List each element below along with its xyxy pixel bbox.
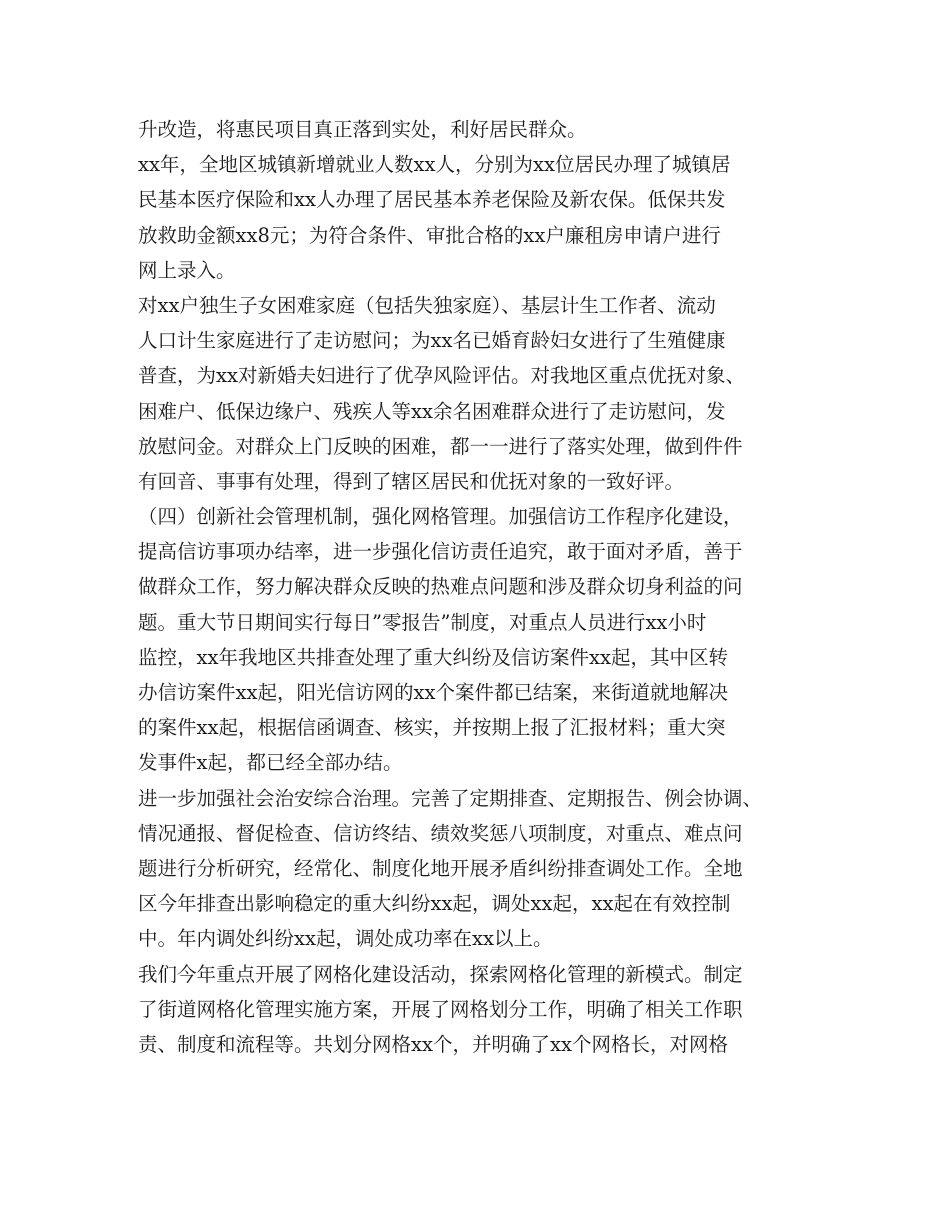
text-line: 放慰问金。对群众上门反映的困难，都一一进行了落实处理，做到件件 [138,434,743,458]
text-line: 了街道网格化管理实施方案，开展了网格划分工作，明确了相关工作职 [138,997,743,1021]
text-line: 民基本医疗保险和xx人办理了居民基本养老保险及新农保。低保共发 [138,188,726,212]
text-line: 监控，xx年我地区共排查处理了重大纠纷及信访案件xx起，其中区转 [138,645,728,669]
text-line: 对xx户独生子女困难家庭（包括失独家庭）、基层计生工作者、流动 [138,293,716,317]
text-line: 办信访案件xx起，阳光信访网的xx个案件都已结案，来街道就地解决 [138,681,728,704]
text-line: 我们今年重点开展了网格化建设活动，探索网格化管理的新模式。制定 [138,962,743,986]
text-line: 放救助金额xx8元；为符合条件、审批合格的xx户廉租房申请户进行 [138,223,721,247]
text-line: 提高信访事项办结率，进一步强化信访责任追究，敢于面对矛盾，善于 [138,540,743,564]
text-line: 中。年内调处纠纷xx起，调处成功率在xx以上。 [138,927,553,951]
text-line: 升改造，将惠民项目真正落到实处，利好居民群众。 [138,118,587,141]
text-line: 有回音、事事有处理，得到了辖区居民和优抚对象的一致好评。 [138,469,685,493]
text-line: 网上录入。 [138,258,236,282]
text-line: 发事件x起，都已经全部办结。 [138,751,403,775]
text-line: 情况通报、督促检查、信访终结、绩效奖惩八项制度，对重点、难点问 [138,821,743,845]
text-line: 人口计生家庭进行了走访慰问；为xx名已婚育龄妇女进行了生殖健康 [138,329,726,353]
text-line: 题进行分析研究，经常化、制度化地开展矛盾纠纷排查调处工作。全地 [138,856,743,880]
text-line: xx年，全地区城镇新增就业人数xx人，分别为xx位居民办理了城镇居 [138,153,731,177]
text-line: 题。重大节日期间实行每日”零报告”制度，对重点人员进行xx小时 [138,610,707,634]
body-text [138,112,828,1062]
text-line: 区今年排查出影响稳定的重大纠纷xx起，调处xx起，xx起在有效控制 [138,892,731,916]
text-line: 责、制度和流程等。共划分网格xx个，并明确了xx个网格长，对网格 [138,1032,728,1056]
text-line: 做群众工作，努力解决群众反映的热难点问题和涉及群众切身利益的问 [138,575,743,599]
text-line: （四）创新社会管理机制，强化网格管理。加强信访工作程序化建设， [138,505,743,529]
text-line: 的案件xx起，根据信函调查、核实，并按期上报了汇报材料；重大突 [138,716,726,740]
text-line: 普查，为xx对新婚夫妇进行了优孕风险评估。对我地区重点优抚对象、 [138,364,745,388]
text-line: 进一步加强社会治安综合治理。完善了定期排查、定期报告、例会协调、 [138,786,763,810]
text-line: 困难户、低保边缘户、残疾人等xx余名困难群众进行了走访慰问，发 [138,399,726,423]
